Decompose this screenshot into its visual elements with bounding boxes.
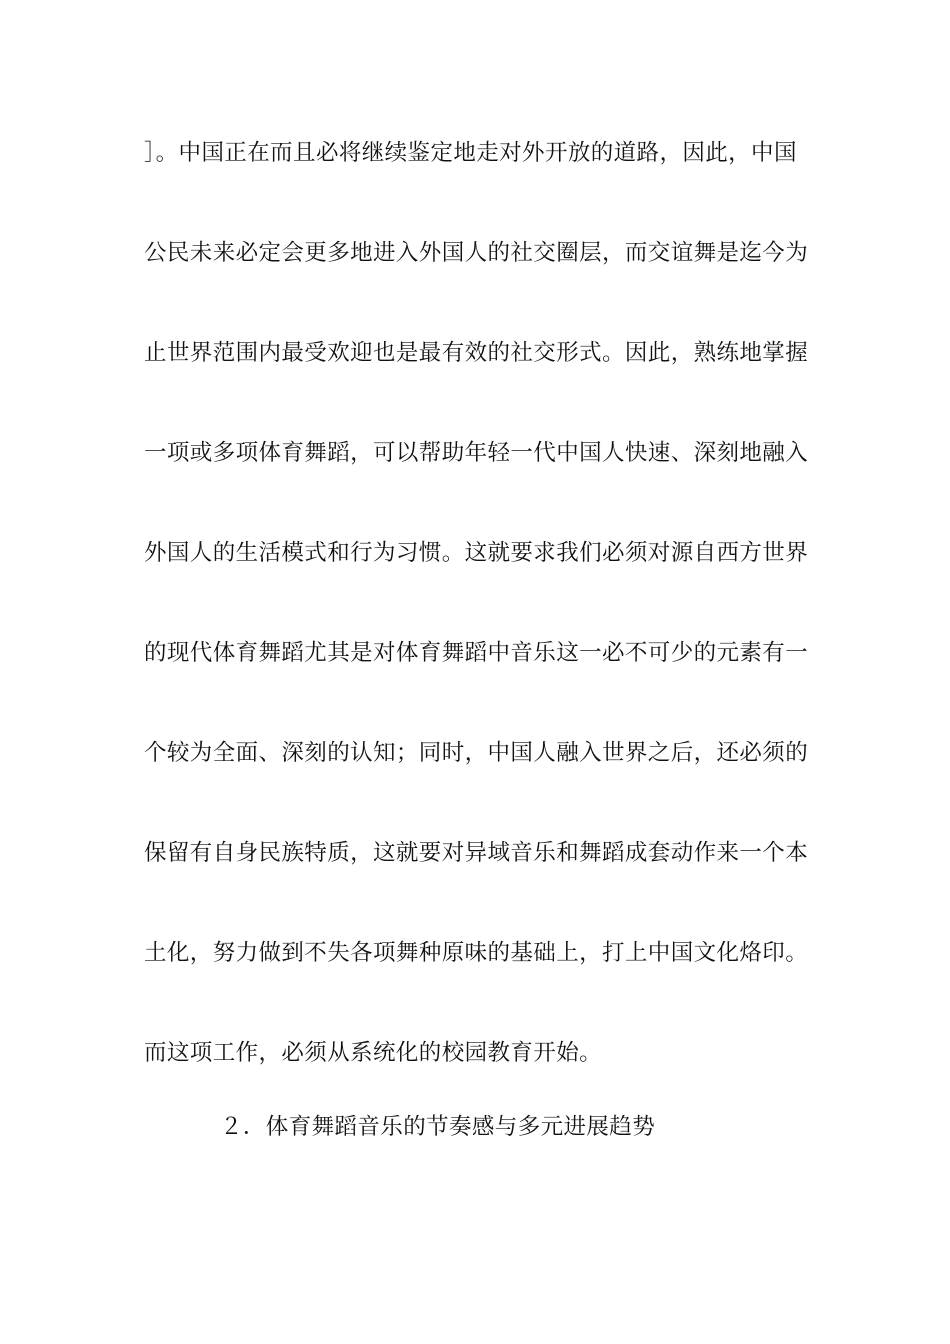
paragraph-line-2: 公民未来必定会更多地进入外国人的社交圈层，而交谊舞是迄今为 xyxy=(144,240,809,266)
paragraph-line-8: 保留有自身民族特质，这就要对异域音乐和舞蹈成套动作来一个本 xyxy=(144,840,809,866)
paragraph-line-9: 土化，努力做到不失各项舞种原味的基础上，打上中国文化烙印。 xyxy=(144,940,809,966)
paragraph-line-10: 而这项工作，必须从系统化的校园教育开始。 xyxy=(144,1040,603,1066)
paragraph-line-4: 一项或多项体育舞蹈，可以帮助年轻一代中国人快速、深刻地融入 xyxy=(144,440,809,466)
paragraph-line-5: 外国人的生活模式和行为习惯。这就要求我们必须对源自西方世界 xyxy=(144,540,809,566)
body-paragraph xyxy=(144,132,814,1132)
paragraph-line-3: 止世界范围内最受欢迎也是最有效的社交形式。因此，熟练地掌握 xyxy=(144,340,809,366)
paragraph-line-6: 的现代体育舞蹈尤其是对体育舞蹈中音乐这一必不可少的元素有一 xyxy=(144,640,809,666)
paragraph-line-1: ］。中国正在而且必将继续鉴定地走对外开放的道路，因此，中国 xyxy=(144,140,797,166)
paragraph-line-7: 个较为全面、深刻的认知；同时，中国人融入世界之后，还必须的 xyxy=(144,740,809,766)
section-heading: ２．体育舞蹈音乐的节奏感与多元进展趋势 xyxy=(220,1114,656,1140)
